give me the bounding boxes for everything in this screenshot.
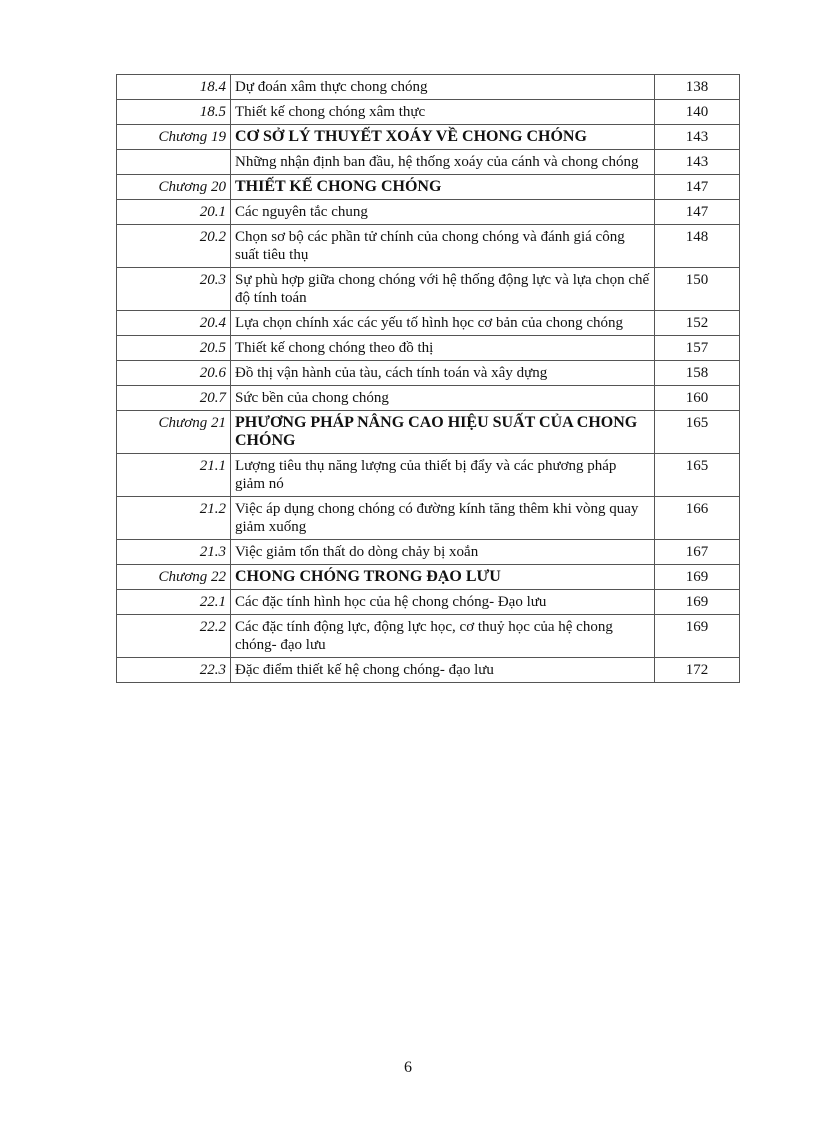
section-page: 157 (655, 336, 740, 361)
section-page: 147 (655, 200, 740, 225)
chapter-title: PHƯƠNG PHÁP NÂNG CAO HIỆU SUẤT CỦA CHONG CHÓNG (231, 411, 655, 454)
section-title: Chọn sơ bộ các phần tử chính của chong chóng và đánh giá công suất tiêu thụ (231, 225, 655, 268)
section-page: 166 (655, 497, 740, 540)
table-row (117, 150, 740, 175)
section-number: 18.5 (117, 100, 231, 125)
section-number: 20.4 (117, 311, 231, 336)
section-title: Những nhận định ban đầu, hệ thống xoáy của cánh và chong chóng (231, 150, 655, 175)
chapter-row (117, 125, 740, 150)
section-number: 20.2 (117, 225, 231, 268)
section-title: Lựa chọn chính xác các yếu tố hình học cơ bản của chong chóng (231, 311, 655, 336)
section-title: Đặc điểm thiết kế hệ chong chóng- đạo lưu (231, 658, 655, 683)
section-number: 22.3 (117, 658, 231, 683)
table-row (117, 386, 740, 411)
chapter-row (117, 411, 740, 454)
chapter-number: Chương 20 (117, 175, 231, 200)
section-number: 22.2 (117, 615, 231, 658)
section-page: 160 (655, 386, 740, 411)
section-page: 165 (655, 454, 740, 497)
table-row (117, 225, 740, 268)
chapter-page: 147 (655, 175, 740, 200)
section-page: 169 (655, 615, 740, 658)
chapter-page: 165 (655, 411, 740, 454)
chapter-row (117, 565, 740, 590)
section-title: Thiết kế chong chóng theo đồ thị (231, 336, 655, 361)
section-number: 22.1 (117, 590, 231, 615)
table-row (117, 658, 740, 683)
section-page: 140 (655, 100, 740, 125)
section-number (117, 150, 231, 175)
section-title: Việc áp dụng chong chóng có đường kính tăng thêm khi vòng quay giảm xuống (231, 497, 655, 540)
toc-body (117, 75, 740, 683)
section-number: 18.4 (117, 75, 231, 100)
section-page: 152 (655, 311, 740, 336)
section-page: 158 (655, 361, 740, 386)
section-number: 20.3 (117, 268, 231, 311)
section-number: 21.2 (117, 497, 231, 540)
section-title: Các nguyên tắc chung (231, 200, 655, 225)
section-page: 138 (655, 75, 740, 100)
chapter-number: Chương 22 (117, 565, 231, 590)
table-row (117, 361, 740, 386)
section-title: Thiết kế chong chóng xâm thực (231, 100, 655, 125)
section-page: 172 (655, 658, 740, 683)
section-title: Việc giảm tổn thất do dòng chảy bị xoắn (231, 540, 655, 565)
section-title: Lượng tiêu thụ năng lượng của thiết bị đẩy và các phương pháp giảm nó (231, 454, 655, 497)
chapter-title: CHONG CHÓNG TRONG ĐẠO LƯU (231, 565, 655, 590)
chapter-title: CƠ SỞ LÝ THUYẾT XOÁY VỀ CHONG CHÓNG (231, 125, 655, 150)
table-row (117, 540, 740, 565)
chapter-number: Chương 19 (117, 125, 231, 150)
section-number: 20.6 (117, 361, 231, 386)
chapter-row (117, 175, 740, 200)
table-row (117, 454, 740, 497)
table-row (117, 100, 740, 125)
chapter-page: 169 (655, 565, 740, 590)
section-title: Sức bền của chong chóng (231, 386, 655, 411)
section-page: 148 (655, 225, 740, 268)
table-row (117, 268, 740, 311)
section-number: 20.7 (117, 386, 231, 411)
table-of-contents (116, 74, 740, 683)
table-row (117, 615, 740, 658)
table-row (117, 311, 740, 336)
table-row (117, 200, 740, 225)
section-number: 21.1 (117, 454, 231, 497)
section-page: 143 (655, 150, 740, 175)
page-number: 6 (404, 1059, 412, 1076)
chapter-number: Chương 21 (117, 411, 231, 454)
section-title: Các đặc tính động lực, động lực học, cơ thuỷ học của hệ chong chóng- đạo lưu (231, 615, 655, 658)
section-title: Sự phù hợp giữa chong chóng với hệ thống động lực và lựa chọn chế độ tính toán (231, 268, 655, 311)
section-number: 20.1 (117, 200, 231, 225)
table-row (117, 336, 740, 361)
table-row (117, 497, 740, 540)
table-row (117, 75, 740, 100)
section-page: 169 (655, 590, 740, 615)
section-page: 150 (655, 268, 740, 311)
section-number: 21.3 (117, 540, 231, 565)
section-title: Dự đoán xâm thực chong chóng (231, 75, 655, 100)
chapter-title: THIẾT KẾ CHONG CHÓNG (231, 175, 655, 200)
section-title: Đồ thị vận hành của tàu, cách tính toán và xây dựng (231, 361, 655, 386)
section-title: Các đặc tính hình học của hệ chong chóng- Đạo lưu (231, 590, 655, 615)
section-number: 20.5 (117, 336, 231, 361)
section-page: 167 (655, 540, 740, 565)
chapter-page: 143 (655, 125, 740, 150)
table-row (117, 590, 740, 615)
